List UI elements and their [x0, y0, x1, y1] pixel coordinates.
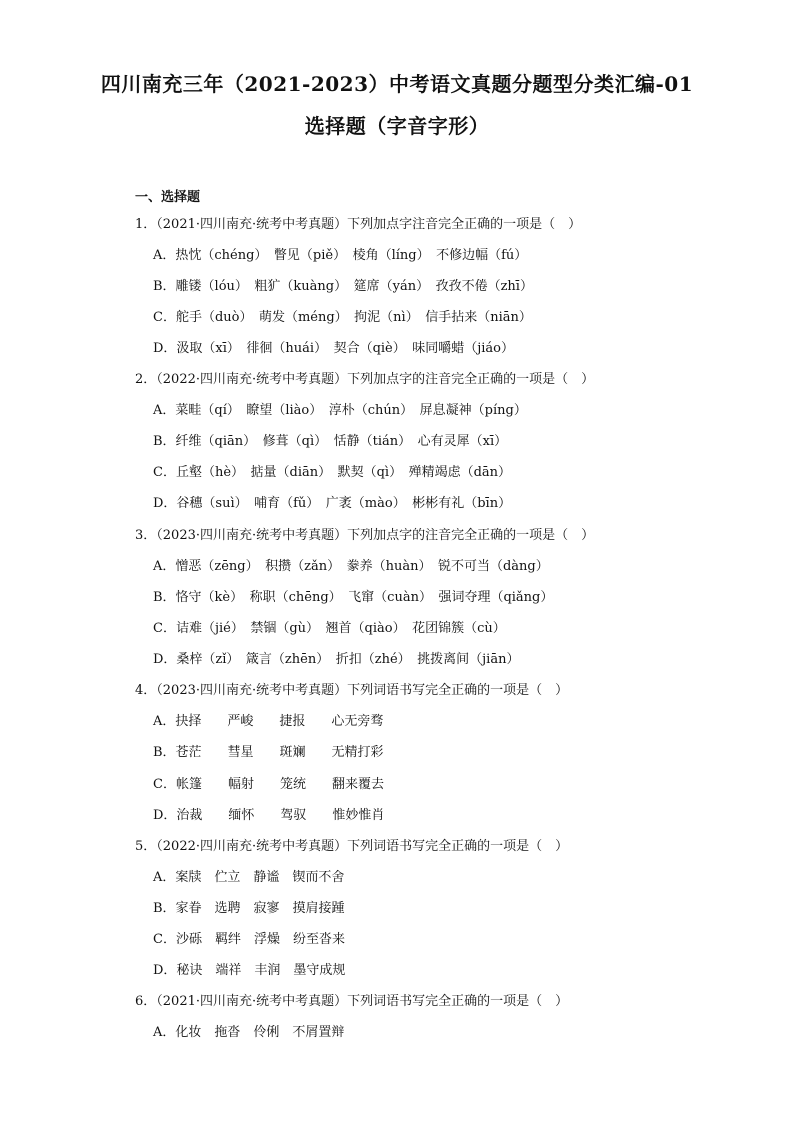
document-title-line2: 选择题（字音字形）: [304, 114, 490, 138]
question-5-option-a: A．案牍 伫立 静谧 锲而不舍: [153, 870, 345, 885]
question-1-option-b: B．雕镂（lóu） 粗犷（kuàng） 筵席（yán） 孜孜不倦（zhī）: [153, 279, 533, 294]
question-3-option-c: C．诘难（jié） 禁锢（gù） 翘首（qiào） 花团锦簇（cù）: [153, 621, 506, 636]
question-3-option-a: A．憎恶（zēng） 积攒（zǎn） 豢养（huàn） 锐不可当（dàng）: [153, 559, 549, 574]
question-1-option-d: D．汲取（xī） 徘徊（huái） 契合（qiè） 味同嚼蜡（jiáo）: [153, 341, 515, 356]
question-4-option-d: D．治裁 缅怀 驾驭 惟妙惟肖: [153, 808, 385, 823]
question-2-option-d: D．谷穗（suì） 哺育（fǔ） 广袤（mào） 彬彬有礼（bīn）: [153, 496, 512, 511]
question-3-option-d: D．桑梓（zǐ） 箴言（zhēn） 折扣（zhé） 挑拨离间（jiān）: [153, 652, 520, 667]
question-1-stem: 1．（2021·四川南充·统考中考真题）下列加点字注音完全正确的一项是（ ）: [135, 217, 582, 232]
question-2-option-c: C．丘壑（hè） 掂量（diān） 默契（qì） 殚精竭虑（dān）: [153, 465, 512, 480]
question-2-option-a: A．菜畦（qí） 瞭望（liào） 淳朴（chún） 屏息凝神（píng）: [153, 403, 527, 418]
question-3-stem: 3．（2023·四川南充·统考中考真题）下列加点字的注音完全正确的一项是（ ）: [135, 528, 595, 543]
question-5-option-c: C．沙砾 羁绊 浮燥 纷至沓来: [153, 932, 345, 947]
question-4-option-c: C．帐篷 幅射 笼统 翻来覆去: [153, 777, 384, 792]
question-2-stem: 2．（2022·四川南充·统考中考真题）下列加点字的注音完全正确的一项是（ ）: [135, 372, 595, 387]
question-4-option-a: A．抉择 严峻 捷报 心无旁骛: [153, 714, 384, 729]
question-6-stem: 6．（2021·四川南充·统考中考真题）下列词语书写完全正确的一项是（ ）: [135, 994, 569, 1009]
question-5-option-d: D．秘诀 端祥 丰润 墨守成规: [153, 963, 346, 978]
question-4-stem: 4．（2023·四川南充·统考中考真题）下列词语书写完全正确的一项是（ ）: [135, 683, 569, 698]
document-title-line1: 四川南充三年（2021-2023）中考语文真题分题型分类汇编-01: [100, 72, 694, 96]
question-1-option-c: C．舵手（duò） 萌发（méng） 拘泥（nì） 信手拈来（niān）: [153, 310, 532, 325]
question-4-option-b: B．苍茫 彗星 斑斓 无精打彩: [153, 745, 384, 760]
question-5-stem: 5．（2022·四川南充·统考中考真题）下列词语书写完全正确的一项是（ ）: [135, 839, 569, 854]
question-6-option-a: A．化妆 拖沓 伶俐 不屑置辩: [153, 1025, 345, 1040]
question-3-option-b: B．恪守（kè） 称职（chēng） 飞窜（cuàn） 强词夺理（qiǎng）: [153, 590, 554, 605]
question-5-option-b: B．家眷 选聘 寂寥 摸肩接踵: [153, 901, 345, 916]
question-1-option-a: A．热忱（chéng） 瞥见（piě） 棱角（líng） 不修边幅（fú）: [153, 248, 528, 263]
question-2-option-b: B．纤维（qiān） 修葺（qì） 恬静（tián） 心有灵犀（xī）: [153, 434, 508, 449]
section-heading: 一、选择题: [135, 190, 201, 205]
